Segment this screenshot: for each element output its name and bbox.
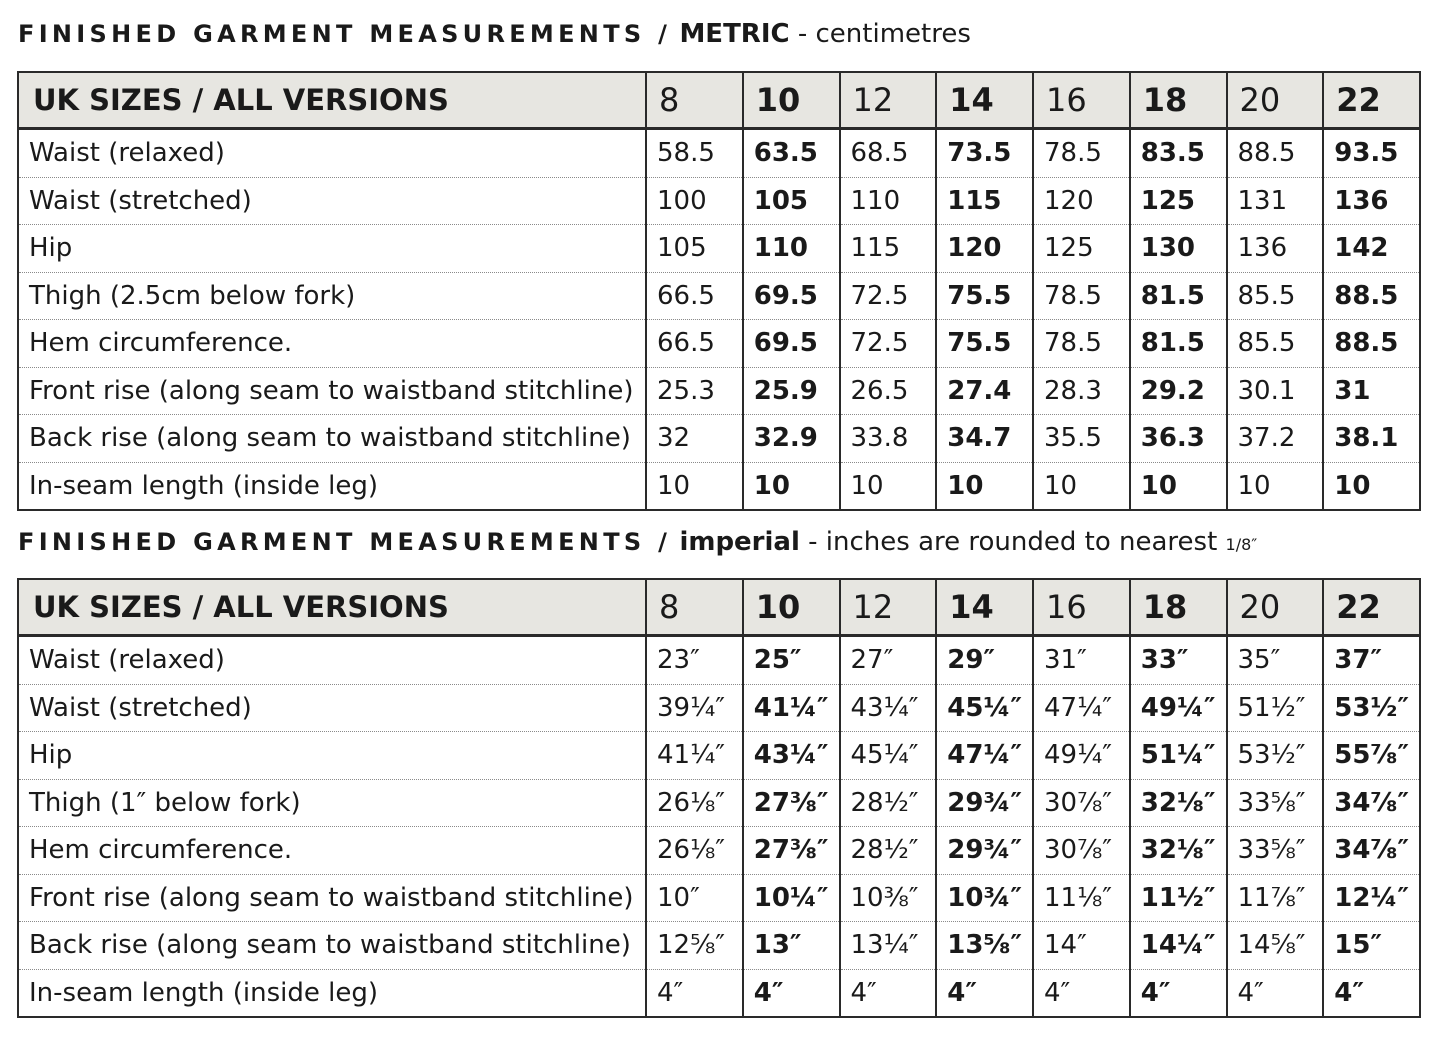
metric-size-header: 20	[1227, 72, 1324, 129]
size-value-cell: 13⅝″	[936, 922, 1033, 970]
size-value-cell: 10	[646, 462, 743, 510]
size-value-cell: 27″	[840, 636, 937, 685]
size-value-cell: 15″	[1323, 922, 1420, 970]
size-value-cell: 4″	[1130, 969, 1227, 1017]
size-value-cell: 32	[646, 415, 743, 463]
size-value-cell: 25″	[743, 636, 840, 685]
row-label: Hip	[18, 732, 646, 780]
size-value-cell: 53½″	[1227, 732, 1324, 780]
size-value-cell: 69.5	[743, 272, 840, 320]
size-value-cell: 10	[840, 462, 937, 510]
row-label: Thigh (2.5cm below fork)	[18, 272, 646, 320]
size-value-cell: 51½″	[1227, 684, 1324, 732]
size-value-cell: 100	[646, 177, 743, 225]
size-value-cell: 38.1	[1323, 415, 1420, 463]
size-value-cell: 136	[1227, 225, 1324, 273]
size-value-cell: 72.5	[840, 320, 937, 368]
size-value-cell: 30.1	[1227, 367, 1324, 415]
size-value-cell: 81.5	[1130, 320, 1227, 368]
size-value-cell: 27⅜″	[743, 779, 840, 827]
size-value-cell: 10	[743, 462, 840, 510]
size-value-cell: 28½″	[840, 827, 937, 875]
size-value-cell: 120	[936, 225, 1033, 273]
size-value-cell: 28.3	[1033, 367, 1130, 415]
size-value-cell: 33″	[1130, 636, 1227, 685]
size-value-cell: 36.3	[1130, 415, 1227, 463]
size-value-cell: 81.5	[1130, 272, 1227, 320]
size-value-cell: 63.5	[743, 129, 840, 178]
size-value-cell: 78.5	[1033, 320, 1130, 368]
imperial-section-title	[18, 526, 1257, 561]
size-value-cell: 37″	[1323, 636, 1420, 685]
row-label: Waist (relaxed)	[18, 636, 646, 685]
size-value-cell: 88.5	[1227, 129, 1324, 178]
imperial-measurements-table	[17, 578, 1421, 1018]
imperial-title-unit: imperial	[679, 527, 800, 557]
size-value-cell: 33.8	[840, 415, 937, 463]
size-value-cell: 55⅞″	[1323, 732, 1420, 780]
size-value-cell: 4″	[1033, 969, 1130, 1017]
imperial-title-note: - inches are rounded to nearest	[808, 527, 1218, 557]
imperial-size-header: 18	[1130, 579, 1227, 636]
size-value-cell: 45¼″	[840, 732, 937, 780]
metric-table-row	[18, 225, 1420, 273]
size-value-cell: 130	[1130, 225, 1227, 273]
metric-title-lead: FINISHED GARMENT MEASUREMENTS /	[18, 20, 672, 48]
size-value-cell: 28½″	[840, 779, 937, 827]
row-label: Waist (relaxed)	[18, 129, 646, 178]
imperial-table-row	[18, 732, 1420, 780]
size-value-cell: 10	[1227, 462, 1324, 510]
size-value-cell: 23″	[646, 636, 743, 685]
size-value-cell: 10	[1033, 462, 1130, 510]
size-value-cell: 10	[936, 462, 1033, 510]
size-value-cell: 120	[1033, 177, 1130, 225]
metric-size-header: 8	[646, 72, 743, 129]
imperial-table-row	[18, 874, 1420, 922]
size-value-cell: 27⅜″	[743, 827, 840, 875]
size-value-cell: 51¼″	[1130, 732, 1227, 780]
size-value-cell: 14¼″	[1130, 922, 1227, 970]
size-value-cell: 88.5	[1323, 320, 1420, 368]
size-value-cell: 115	[840, 225, 937, 273]
size-value-cell: 43¼″	[840, 684, 937, 732]
imperial-size-header: 12	[840, 579, 937, 636]
size-value-cell: 13″	[743, 922, 840, 970]
size-value-cell: 47¼″	[1033, 684, 1130, 732]
size-value-cell: 32⅛″	[1130, 779, 1227, 827]
metric-table-row	[18, 129, 1420, 178]
size-value-cell: 105	[743, 177, 840, 225]
row-label: Back rise (along seam to waistband stitchline)	[18, 415, 646, 463]
imperial-size-header: 14	[936, 579, 1033, 636]
size-value-cell: 34.7	[936, 415, 1033, 463]
size-value-cell: 66.5	[646, 272, 743, 320]
row-label: Hip	[18, 225, 646, 273]
size-value-cell: 12¼″	[1323, 874, 1420, 922]
imperial-size-header: 20	[1227, 579, 1324, 636]
metric-table-row	[18, 415, 1420, 463]
metric-size-header: 14	[936, 72, 1033, 129]
size-value-cell: 39¼″	[646, 684, 743, 732]
imperial-table-row	[18, 969, 1420, 1017]
size-value-cell: 25.3	[646, 367, 743, 415]
metric-size-header: 18	[1130, 72, 1227, 129]
size-value-cell: 30⅞″	[1033, 827, 1130, 875]
size-value-cell: 13¼″	[840, 922, 937, 970]
size-value-cell: 136	[1323, 177, 1420, 225]
imperial-header-label: UK SIZES / ALL VERSIONS	[18, 579, 646, 636]
metric-size-header: 12	[840, 72, 937, 129]
size-value-cell: 53½″	[1323, 684, 1420, 732]
metric-title-note: - centimetres	[797, 19, 971, 49]
imperial-table-row	[18, 779, 1420, 827]
metric-size-header: 22	[1323, 72, 1420, 129]
imperial-table-row	[18, 684, 1420, 732]
imperial-size-header: 22	[1323, 579, 1420, 636]
metric-table-row	[18, 367, 1420, 415]
size-value-cell: 110	[840, 177, 937, 225]
size-value-cell: 142	[1323, 225, 1420, 273]
row-label: In-seam length (inside leg)	[29, 470, 378, 501]
size-value-cell: 34⅞″	[1323, 779, 1420, 827]
size-value-cell: 26.5	[840, 367, 937, 415]
size-value-cell: 10″	[646, 874, 743, 922]
size-value-cell: 4″	[840, 969, 937, 1017]
row-label: In-seam length (inside leg)	[29, 977, 378, 1008]
size-value-cell: 11½″	[1130, 874, 1227, 922]
size-value-cell: 32⅛″	[1130, 827, 1227, 875]
size-value-cell: 27.4	[936, 367, 1033, 415]
imperial-title-lead: FINISHED GARMENT MEASUREMENTS /	[18, 528, 672, 556]
row-label: Hem circumference.	[18, 320, 646, 368]
size-value-cell: 68.5	[840, 129, 937, 178]
size-value-cell: 29″	[936, 636, 1033, 685]
size-value-cell: 11⅞″	[1227, 874, 1324, 922]
size-value-cell: 10	[1323, 462, 1420, 510]
size-value-cell: 35″	[1227, 636, 1324, 685]
metric-section-title	[18, 18, 971, 50]
imperial-title-fraction: 1/8″	[1225, 535, 1258, 554]
size-value-cell: 10¾″	[936, 874, 1033, 922]
row-label: Thigh (1″ below fork)	[18, 779, 646, 827]
size-value-cell: 85.5	[1227, 320, 1324, 368]
size-value-cell: 43¼″	[743, 732, 840, 780]
metric-measurements-table	[17, 71, 1421, 511]
size-value-cell: 12⅝″	[646, 922, 743, 970]
size-value-cell: 78.5	[1033, 272, 1130, 320]
size-value-cell: 41¼″	[646, 732, 743, 780]
size-value-cell: 11⅛″	[1033, 874, 1130, 922]
size-value-cell: 47¼″	[936, 732, 1033, 780]
size-value-cell: 73.5	[936, 129, 1033, 178]
row-label: Front rise (along seam to waistband stitchline)	[18, 874, 646, 922]
imperial-size-header: 10	[743, 579, 840, 636]
imperial-table-row	[18, 922, 1420, 970]
metric-table-row	[18, 320, 1420, 368]
size-value-cell: 69.5	[743, 320, 840, 368]
row-label: Waist (stretched)	[18, 177, 646, 225]
size-value-cell: 29¾″	[936, 779, 1033, 827]
size-value-cell: 93.5	[1323, 129, 1420, 178]
size-value-cell: 85.5	[1227, 272, 1324, 320]
size-value-cell: 26⅛″	[646, 779, 743, 827]
imperial-table-row	[18, 827, 1420, 875]
metric-table-row	[18, 177, 1420, 225]
imperial-size-header: 16	[1033, 579, 1130, 636]
size-value-cell: 49¼″	[1130, 684, 1227, 732]
metric-header-label: UK SIZES / ALL VERSIONS	[18, 72, 646, 129]
size-value-cell: 31″	[1033, 636, 1130, 685]
size-value-cell: 115	[936, 177, 1033, 225]
size-value-cell: 49¼″	[1033, 732, 1130, 780]
size-value-cell: 10	[1130, 462, 1227, 510]
size-value-cell: 30⅞″	[1033, 779, 1130, 827]
size-value-cell: 33⅝″	[1227, 779, 1324, 827]
size-value-cell: 58.5	[646, 129, 743, 178]
size-value-cell: 34⅞″	[1323, 827, 1420, 875]
size-value-cell: 45¼″	[936, 684, 1033, 732]
size-value-cell: 72.5	[840, 272, 937, 320]
size-value-cell: 31	[1323, 367, 1420, 415]
size-value-cell: 4″	[743, 969, 840, 1017]
size-value-cell: 131	[1227, 177, 1324, 225]
size-value-cell: 4″	[646, 969, 743, 1017]
size-value-cell: 110	[743, 225, 840, 273]
row-label: Waist (stretched)	[18, 684, 646, 732]
size-value-cell: 10¼″	[743, 874, 840, 922]
row-label: Front rise (along seam to waistband stitchline)	[18, 367, 646, 415]
metric-size-header: 16	[1033, 72, 1130, 129]
metric-header-row	[18, 72, 1420, 129]
metric-table-row	[18, 272, 1420, 320]
size-value-cell: 4″	[1323, 969, 1420, 1017]
size-value-cell: 32.9	[743, 415, 840, 463]
size-value-cell: 75.5	[936, 272, 1033, 320]
size-value-cell: 33⅝″	[1227, 827, 1324, 875]
size-value-cell: 4″	[936, 969, 1033, 1017]
size-value-cell: 78.5	[1033, 129, 1130, 178]
imperial-table-row	[18, 636, 1420, 685]
metric-size-header: 10	[743, 72, 840, 129]
size-value-cell: 66.5	[646, 320, 743, 368]
size-value-cell: 83.5	[1130, 129, 1227, 178]
size-value-cell: 105	[646, 225, 743, 273]
size-value-cell: 29¾″	[936, 827, 1033, 875]
size-value-cell: 14″	[1033, 922, 1130, 970]
size-value-cell: 25.9	[743, 367, 840, 415]
size-value-cell: 14⅝″	[1227, 922, 1324, 970]
size-value-cell: 41¼″	[743, 684, 840, 732]
size-value-cell: 29.2	[1130, 367, 1227, 415]
row-label: Back rise (along seam to waistband stitchline)	[18, 922, 646, 970]
imperial-size-header: 8	[646, 579, 743, 636]
size-value-cell: 10⅜″	[840, 874, 937, 922]
imperial-header-row	[18, 579, 1420, 636]
size-value-cell: 4″	[1227, 969, 1324, 1017]
size-value-cell: 26⅛″	[646, 827, 743, 875]
size-value-cell: 37.2	[1227, 415, 1324, 463]
size-value-cell: 75.5	[936, 320, 1033, 368]
size-value-cell: 35.5	[1033, 415, 1130, 463]
size-value-cell: 88.5	[1323, 272, 1420, 320]
row-label: Hem circumference.	[18, 827, 646, 875]
metric-title-unit: METRIC	[679, 19, 790, 49]
size-value-cell: 125	[1033, 225, 1130, 273]
metric-table-row	[18, 462, 1420, 510]
size-value-cell: 125	[1130, 177, 1227, 225]
